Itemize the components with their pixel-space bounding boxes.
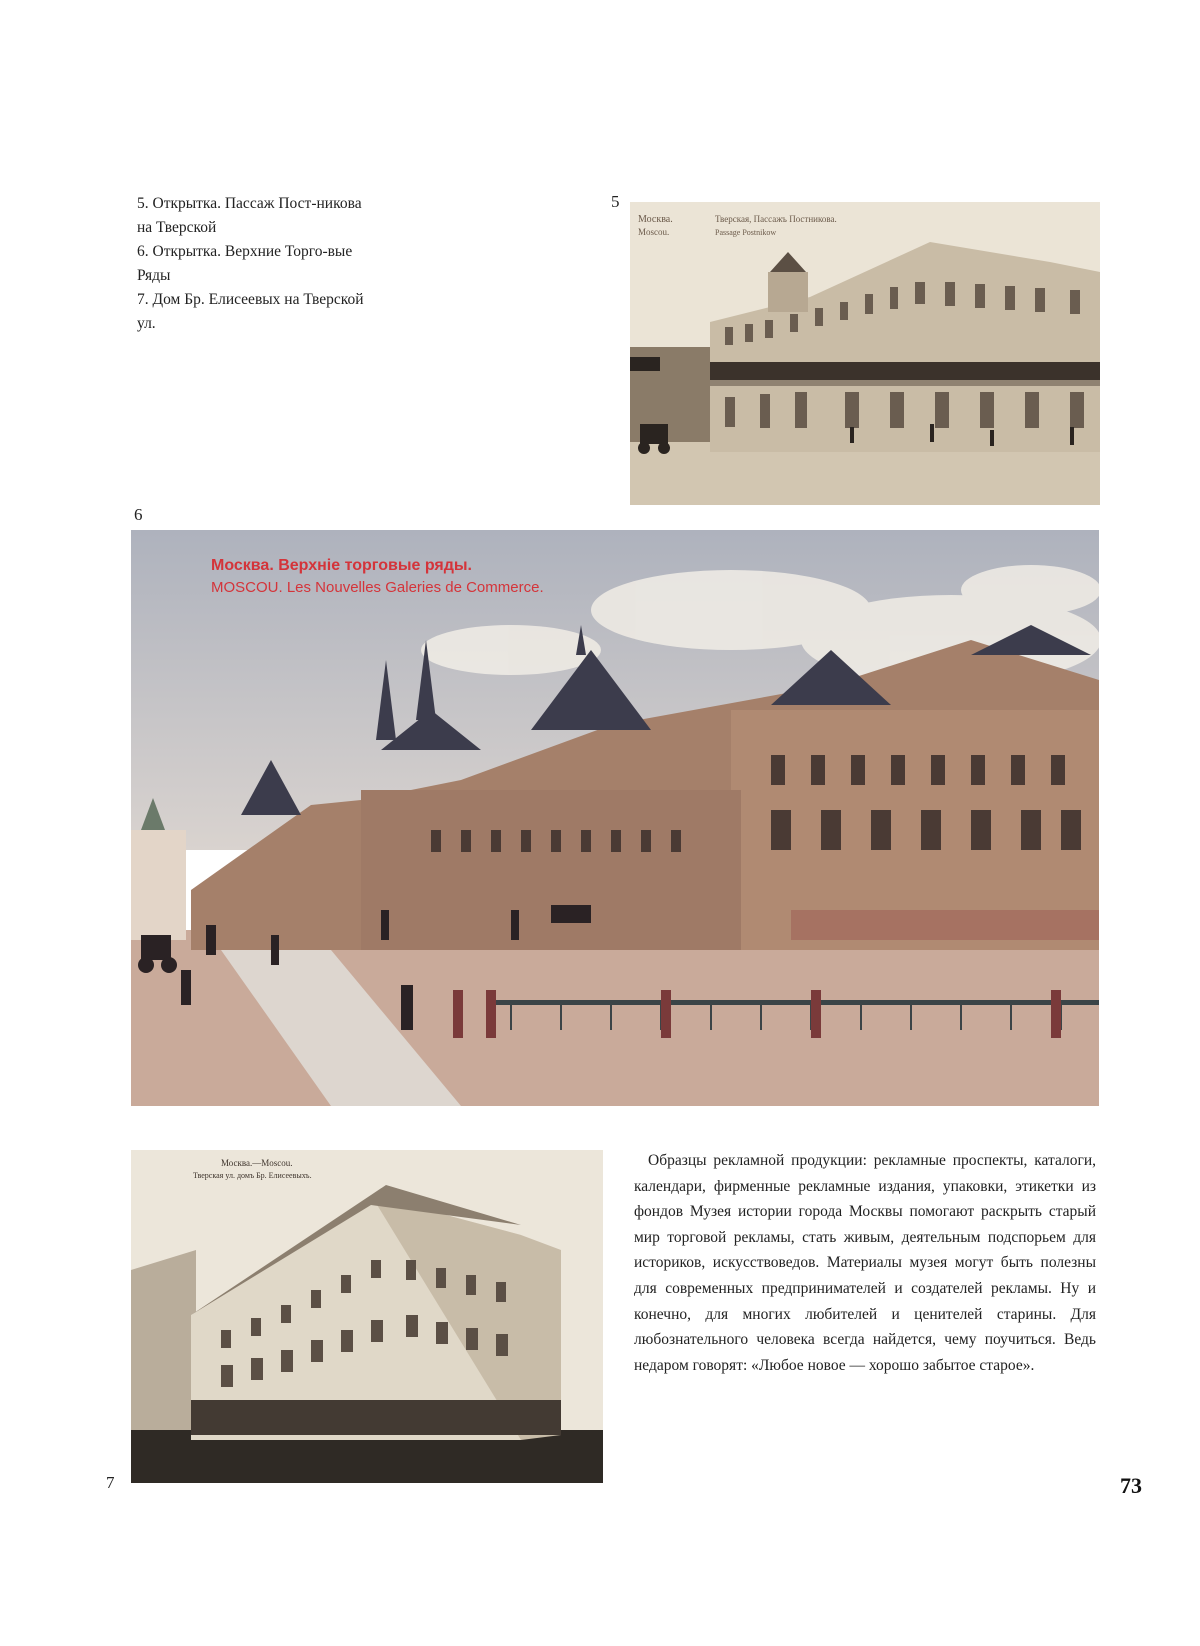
figure-5-postcard [630, 202, 1100, 505]
body-paragraph: Образцы рекламной продукции: рекламные проспекты, каталоги, календари, фирменные рекламные издания, упаковки, этикетки из фондов Музея истории города Москвы помогают раскрыть старый мир торговой рекламы, стать живым, деятельным подспорьем для историков, искусствоведов. Материалы музея могут быть полезны для современных предпринимателей и создателей рекламы. Ну и конечно, для многих любителей и ценителей старины. Для любознательного человека всегда найдется, чему поучиться. Ведь недаром говорят: «Любое новое — хорошо забытое старое». [634, 1152, 1096, 1374]
figure-7-number: 7 [106, 1473, 115, 1492]
figure-5-label-left-2: Moscou. [638, 227, 670, 237]
figure-5-number: 5 [611, 192, 620, 211]
page-number: 73 [1120, 1473, 1142, 1498]
upper-trading-rows-illustration [131, 530, 1099, 1106]
figure-6-number: 6 [134, 505, 143, 524]
caption-5: 5. Открытка. Пассаж Пост-никова на Тверской [137, 195, 362, 236]
figure-7-label-2: Тверская ул. домъ Бр. Елисеевыхъ. [193, 1171, 312, 1180]
figure-6-postcard [131, 530, 1099, 1106]
figure-6-title-ru: Москва. Верхніе торговые ряды. [211, 557, 472, 574]
figure-5-label-right-2: Passage Postnikow [715, 228, 777, 237]
figure-7-postcard [131, 1150, 603, 1483]
figure-5-label-left-1: Москва. [638, 214, 673, 225]
caption-list [137, 192, 377, 336]
body-text [634, 1148, 1096, 1378]
caption-6: 6. Открытка. Верхние Торго-вые Ряды [137, 243, 353, 284]
caption-7: 7. Дом Бр. Елисеевых на Тверской ул. [137, 291, 364, 332]
figure-5-label-right-1: Тверская, Пассажъ Постникова. [715, 214, 837, 224]
figure-7-label-1: Москва.—Moscou. [221, 1158, 293, 1168]
postnikov-passage-illustration [630, 202, 1100, 505]
eliseev-house-illustration [131, 1150, 603, 1483]
figure-6-title-fr: MOSCOU. Les Nouvelles Galeries de Commerce. [211, 579, 544, 596]
